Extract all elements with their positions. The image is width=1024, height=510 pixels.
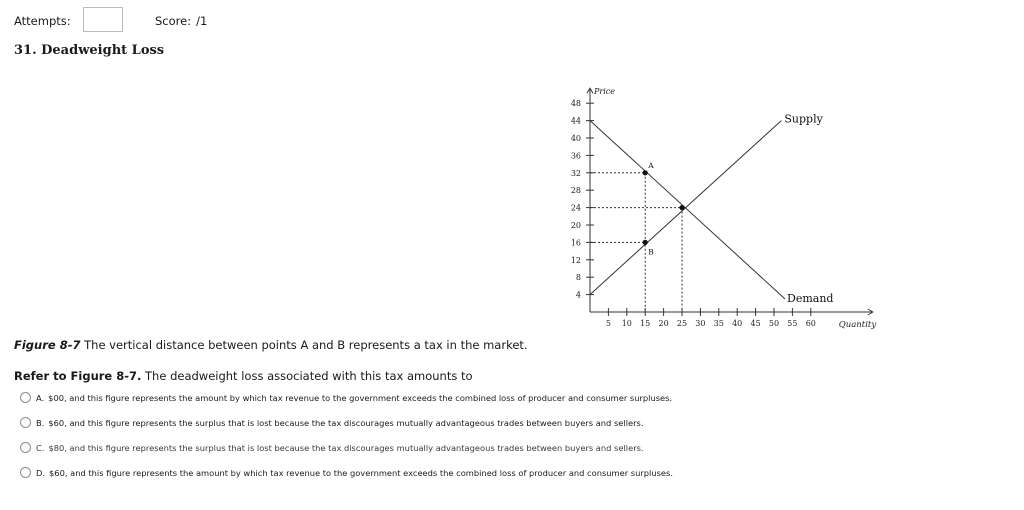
x-tick-label: 15 <box>640 319 651 328</box>
y-tick-label: 8 <box>575 273 581 283</box>
y-tick-label: 28 <box>570 186 581 196</box>
attempts-label: Attempts: <box>14 14 71 28</box>
attempts-field <box>83 7 123 32</box>
option-c[interactable] <box>20 442 644 453</box>
supply-label: Supply <box>784 112 823 126</box>
option-a-letter: A. <box>36 392 45 403</box>
option-a[interactable] <box>20 392 672 403</box>
equilibrium-point <box>679 205 684 210</box>
option-d-text: $60, and this figure represents the amount by which tax revenue to the government exceeds the combined loss of producer and consumer surpluses. <box>49 467 673 478</box>
demand-curve <box>590 121 785 299</box>
x-axis-label: Quantity <box>838 320 877 330</box>
y-tick-label: 44 <box>570 116 581 126</box>
y-tick-label: 4 <box>575 290 581 300</box>
point-b-label: B <box>648 247 654 257</box>
x-tick-label: 5 <box>605 319 611 328</box>
figure-caption <box>14 338 528 352</box>
x-tick-label: 60 <box>805 319 816 328</box>
option-d-letter: D. <box>36 467 46 478</box>
x-tick-label: 50 <box>768 319 780 328</box>
option-a-text: $00, and this figure represents the amount by which tax revenue to the government exceeds the combined loss of producer and consumer surpluses. <box>48 392 673 403</box>
y-tick-label: 48 <box>570 99 581 109</box>
y-tick-label: 32 <box>570 168 581 178</box>
x-tick-label: 45 <box>750 319 761 328</box>
option-b[interactable] <box>20 417 643 428</box>
figure-caption-text: The vertical distance between points A and B represents a tax in the market. <box>84 338 528 352</box>
score-display <box>155 14 207 28</box>
prompt-text: The deadweight loss associated with this tax amounts to <box>145 369 473 383</box>
y-tick-label: 12 <box>570 255 581 265</box>
x-tick-label: 35 <box>713 319 724 328</box>
radio-b[interactable] <box>20 417 31 428</box>
y-tick-label: 16 <box>570 238 581 248</box>
y-axis-label: Price <box>594 87 615 97</box>
y-tick-label: 40 <box>570 134 581 143</box>
x-tick-label: 25 <box>676 319 688 328</box>
demand-label: Demand <box>787 291 834 305</box>
x-tick-label: 10 <box>621 319 632 328</box>
refer-label: Refer to Figure 8-7. <box>14 369 142 383</box>
option-c-letter: C. <box>36 442 45 453</box>
option-b-letter: B. <box>36 417 45 428</box>
option-c-text: $80, and this figure represents the surplus that is lost because the tax discourages mutually advantageous trades between buyers and sellers. <box>48 442 644 453</box>
y-tick-label: 24 <box>570 203 581 213</box>
x-tick-label: 30 <box>695 319 706 328</box>
x-tick-label: 40 <box>732 319 743 328</box>
x-tick-label: 55 <box>787 319 798 328</box>
option-d[interactable] <box>20 467 673 478</box>
deadweight-loss-chart <box>556 85 886 335</box>
question-prompt <box>14 369 473 383</box>
score-max: /1 <box>196 14 208 28</box>
radio-c[interactable] <box>20 442 31 453</box>
question-title: 31. Deadweight Loss <box>14 43 165 58</box>
y-tick-label: 20 <box>570 221 581 230</box>
x-tick-label: 20 <box>658 319 669 328</box>
point-b <box>643 240 648 245</box>
score-label: Score: <box>155 14 192 28</box>
option-b-text: $60, and this figure represents the surplus that is lost because the tax discourages mutually advantageous trades between buyers and sellers. <box>48 417 644 428</box>
figure-label: Figure 8-7 <box>14 338 81 352</box>
radio-a[interactable] <box>20 392 31 403</box>
point-a <box>643 170 648 175</box>
point-a-label: A <box>648 160 654 170</box>
y-tick-label: 36 <box>570 151 581 161</box>
radio-d[interactable] <box>20 467 31 478</box>
